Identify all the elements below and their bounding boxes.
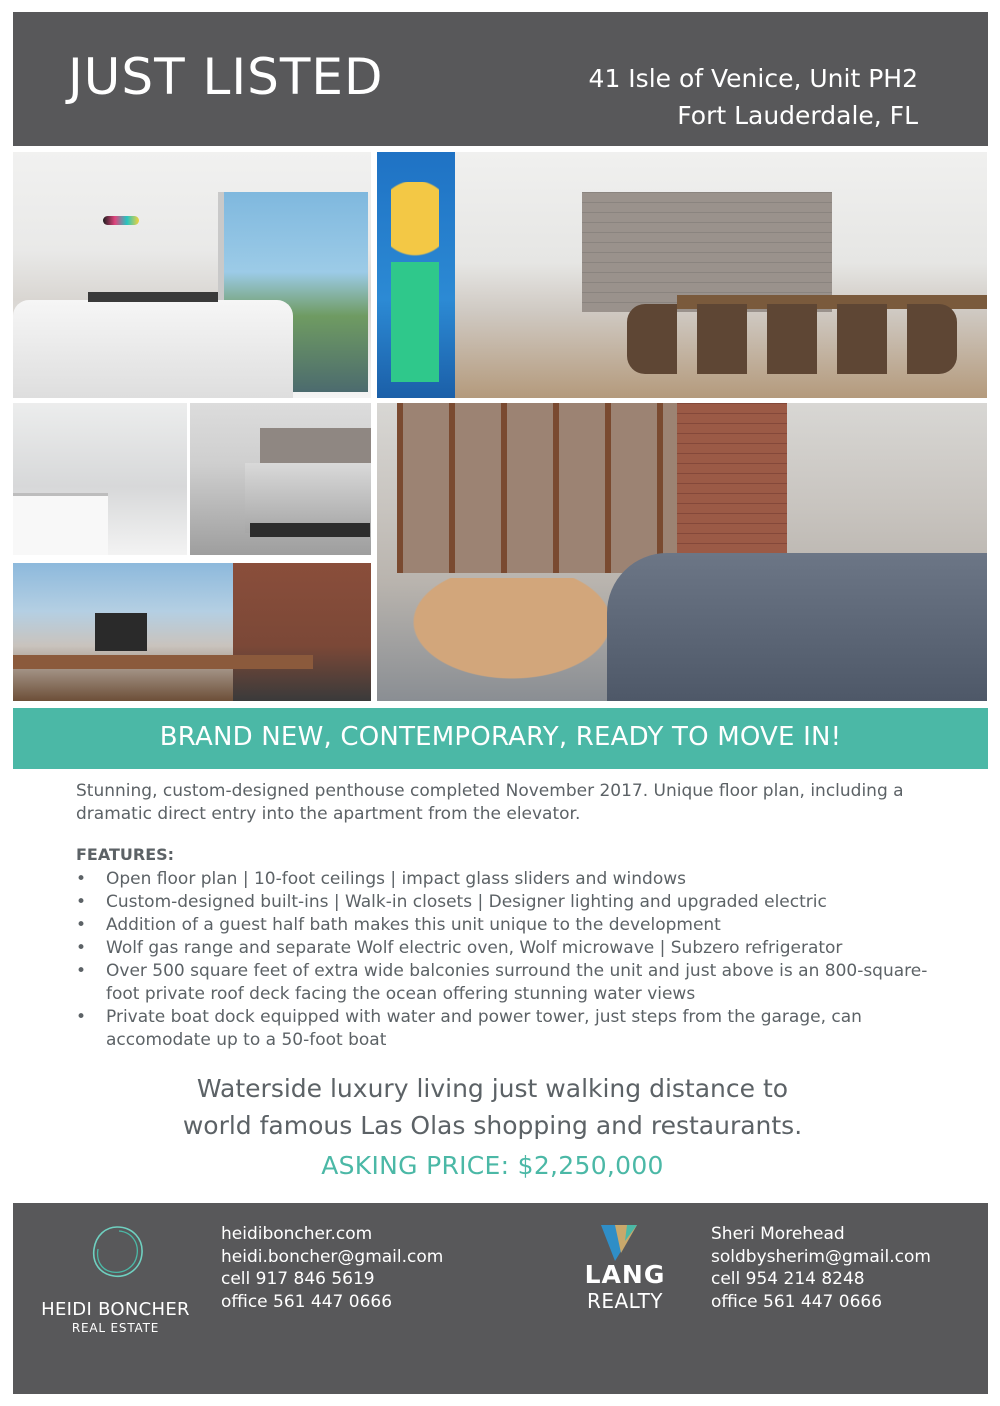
bullet-icon: • (76, 915, 87, 935)
banner-text: BRAND NEW, CONTEMPORARY, READY TO MOVE IN! (159, 722, 842, 752)
contact-email[interactable]: heidi.boncher@gmail.com (221, 1246, 444, 1267)
photo-desk (13, 655, 313, 669)
photo-sectional-sofa (607, 553, 987, 701)
lang-realty-mark-icon (597, 1221, 641, 1263)
photo-bathroom (13, 403, 187, 555)
contact-name: Sheri Morehead (711, 1224, 845, 1244)
feature-text: Custom-designed built-ins | Walk-in closets | Designer lighting and upgraded electric (106, 892, 827, 912)
photo-vanity (13, 493, 108, 555)
feature-text: Over 500 square feet of extra wide balconies surround the unit and just above is an 800-square-foot private roof deck facing the ocean offering stunning water views (106, 961, 928, 1004)
logo-brand-name: LANG (584, 1260, 666, 1289)
bullet-icon: • (76, 938, 87, 958)
contact-website[interactable]: heidiboncher.com (221, 1224, 373, 1244)
headline: JUST LISTED (68, 48, 384, 106)
bullet-icon: • (76, 1007, 87, 1027)
features-heading: FEATURES: (76, 845, 175, 864)
feature-item (76, 1006, 936, 1052)
photo-bookshelves (397, 403, 697, 573)
photo-dining-chairs (627, 304, 957, 374)
bullet-icon: • (76, 869, 87, 889)
contact-block-sheri (711, 1223, 931, 1313)
feature-item (76, 914, 936, 937)
logo-brand-name: HEIDI BONCHER (41, 1299, 190, 1320)
photo-art-figure (391, 182, 439, 382)
photo-laptop (95, 613, 147, 651)
tagline (0, 1070, 985, 1144)
logo-brand-subtitle: REALTY (586, 1289, 664, 1313)
contact-office: office 561 447 0666 (221, 1291, 393, 1312)
features-list (76, 868, 936, 1052)
address-line-street: 41 Isle of Venice, Unit PH2 (588, 64, 918, 93)
contact-email[interactable]: soldbysherim@gmail.com (711, 1246, 931, 1267)
feature-item (76, 891, 936, 914)
bullet-icon: • (76, 892, 87, 912)
contact-cell: cell 917 846 5619 (221, 1269, 375, 1289)
contact-block-heidi (221, 1223, 443, 1313)
photo-surfboard (103, 216, 139, 225)
headline-banner (13, 708, 988, 769)
feature-text: Addition of a guest half bath makes this unit unique to the development (106, 915, 721, 935)
heidi-boncher-mark-icon (88, 1223, 146, 1281)
photo-kitchen-dining (377, 152, 987, 398)
photo-bed (13, 300, 293, 398)
asking-price: ASKING PRICE: $2,250,000 (321, 1151, 664, 1180)
photo-wall-art (377, 152, 455, 398)
feature-text: Open floor plan | 10-foot ceilings | impact glass sliders and windows (106, 869, 687, 889)
heidi-boncher-logo (33, 1223, 198, 1335)
logo-brand-subtitle: REAL ESTATE (71, 1321, 160, 1335)
photo-guest-bedroom (190, 403, 371, 555)
tagline-line-1: Waterside luxury living just walking distance to (196, 1074, 789, 1103)
photo-brick-wall (677, 403, 787, 573)
tagline-line-2: world famous Las Olas shopping and restaurants. (182, 1111, 803, 1140)
bullet-icon: • (76, 961, 87, 981)
property-address (589, 60, 918, 134)
header-bar (13, 12, 988, 146)
photo-living-room (377, 403, 987, 701)
lang-realty-logo (575, 1221, 675, 1321)
contact-office: office 561 447 0666 (711, 1291, 883, 1312)
photo-home-office (13, 563, 371, 701)
contact-cell: cell 954 214 8248 (711, 1269, 865, 1289)
address-line-city: Fort Lauderdale, FL (677, 101, 918, 130)
feature-text: Private boat dock equipped with water and power tower, just steps from the garage, can accomodate up to a 50-foot boat (106, 1007, 862, 1050)
photo-brick-wall (233, 563, 371, 701)
photo-desk (88, 292, 218, 302)
footer-bar (13, 1203, 988, 1394)
photo-lounge-chair (397, 578, 627, 688)
photo-backsplash (582, 192, 832, 312)
feature-text: Wolf gas range and separate Wolf electric oven, Wolf microwave | Subzero refrigerator (106, 938, 843, 958)
photo-bench (250, 523, 370, 537)
feature-item (76, 868, 936, 891)
feature-item (76, 960, 936, 1006)
feature-item (76, 937, 936, 960)
photo-bedroom-ocean-view (13, 152, 371, 398)
intro-paragraph: Stunning, custom-designed penthouse completed November 2017. Unique floor plan, including a dramatic direct entry into the apartment from the elevator. (76, 781, 904, 824)
